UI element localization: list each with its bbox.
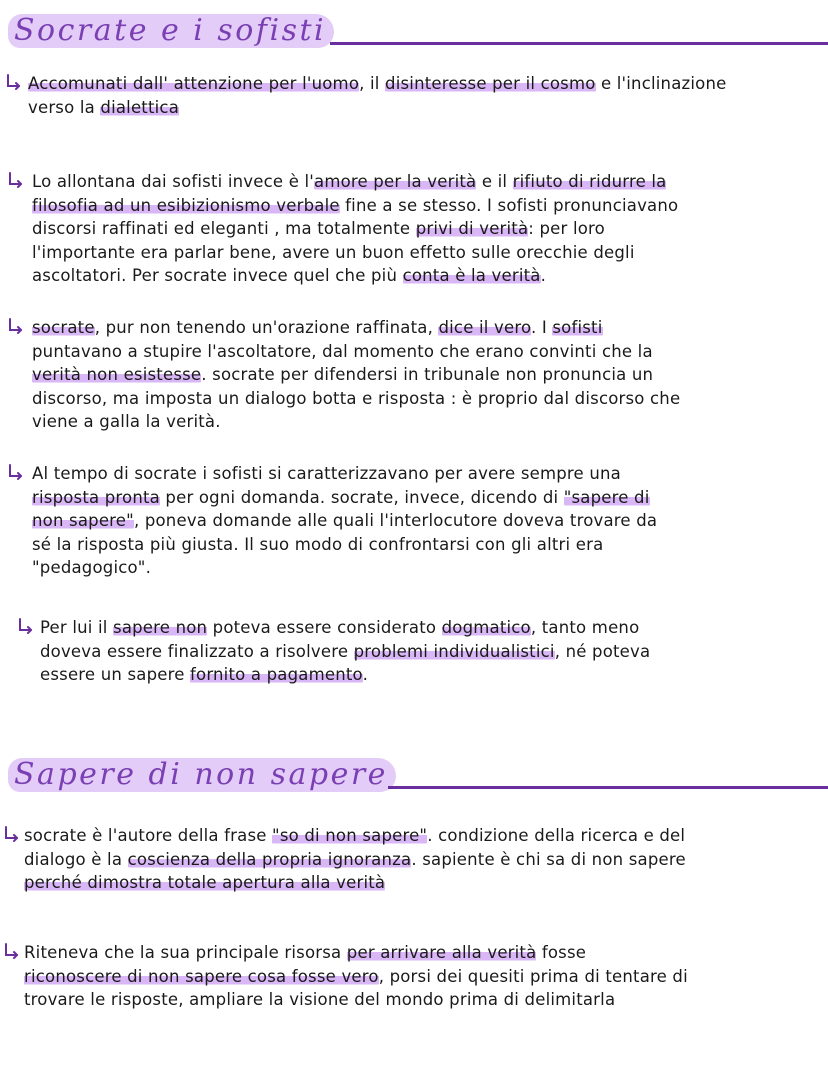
text-segment: . socrate per difendersi in tribunale non pronuncia un	[201, 365, 654, 384]
text-segment: essere un sapere	[40, 665, 191, 684]
text-line	[32, 264, 546, 288]
highlighted-text: Accomunati dall' attenzione per l'uomo	[28, 74, 360, 93]
arrow-bullet-icon	[8, 318, 22, 334]
highlighted-text: conta è la verità	[402, 266, 541, 285]
text-segment: fine a se stesso. I sofisti pronunciavano	[339, 195, 679, 215]
text-line	[28, 72, 726, 96]
paragraph	[0, 72, 800, 123]
text-segment: verso la	[28, 97, 101, 117]
section-heading-sofisti	[0, 14, 828, 50]
text-segment: doveva essere finalizzato a risolvere	[40, 641, 354, 661]
text-line	[40, 663, 368, 687]
text-segment: discorso, ma imposta un dialogo botta e risposta : è proprio dal discorso che	[32, 388, 681, 408]
arrow-bullet-icon	[8, 464, 22, 480]
text-line	[32, 462, 621, 486]
text-segment: Al tempo di socrate i sofisti si caratterizzavano per avere sempre una	[32, 464, 621, 483]
text-line	[24, 988, 615, 1012]
arrow-bullet-icon	[18, 618, 32, 634]
arrow-bullet-icon	[4, 943, 18, 959]
section-title-bg	[8, 14, 334, 48]
paragraph	[0, 170, 800, 292]
text-line	[24, 848, 686, 872]
highlighted-text: dialettica	[100, 97, 180, 117]
arrow-bullet-icon	[8, 172, 22, 188]
text-line	[24, 965, 688, 989]
highlighted-text: verità non esistesse	[32, 365, 202, 384]
highlighted-text: dogmatico	[441, 618, 531, 637]
text-line	[32, 533, 603, 557]
text-segment: , pur non tenendo un'orazione raffinata,	[94, 318, 439, 337]
text-line	[32, 340, 653, 364]
text-line	[28, 96, 179, 120]
text-line	[24, 824, 685, 848]
text-line	[32, 387, 680, 411]
highlighted-text: "so di non sapere"	[272, 826, 428, 845]
text-segment: l'importante era parlar bene, avere un buon effetto sulle orecchie degli	[32, 242, 635, 262]
text-line	[32, 363, 653, 387]
arrow-bullet-icon	[4, 826, 18, 842]
section-title-bg	[8, 758, 396, 792]
paragraph	[0, 616, 800, 691]
text-line	[32, 410, 221, 434]
highlighted-text: dice il vero	[438, 318, 531, 337]
text-segment: , né poteva	[554, 641, 651, 661]
text-segment: : per loro	[528, 219, 605, 238]
text-segment: , tanto meno	[530, 618, 640, 637]
section-heading-sapere	[0, 758, 828, 794]
text-segment: fosse	[536, 943, 587, 962]
text-line	[32, 194, 678, 218]
text-segment: dialogo è la	[24, 849, 128, 869]
highlighted-text: riconoscere di non sapere cosa fosse vero	[24, 966, 379, 986]
highlighted-text: sofisti	[552, 318, 603, 337]
text-segment: per ogni domanda. socrate, invece, dicendo di	[159, 487, 564, 507]
text-segment: poteva essere considerato	[207, 618, 442, 637]
heading-rule	[330, 42, 828, 45]
paragraph	[0, 824, 800, 899]
text-segment: , il	[359, 74, 386, 93]
text-segment: .	[362, 665, 369, 684]
text-segment: , porsi dei quesiti prima di tentare di	[378, 966, 688, 986]
text-segment: Per lui il	[40, 618, 114, 637]
text-segment: , poneva domande alle quali l'interlocutore doveva trovare da	[133, 511, 658, 530]
text-segment: discorsi raffinati ed eleganti , ma totalmente	[32, 219, 416, 238]
highlighted-text: "sapere di	[563, 487, 650, 507]
text-segment: puntavano a stupire l'ascoltatore, dal momento che erano convinti che la	[32, 341, 653, 361]
text-segment: trovare le risposte, ampliare la visione del mondo prima di delimitarla	[24, 990, 616, 1009]
highlighted-text: risposta pronta	[32, 487, 160, 507]
text-segment: e l'inclinazione	[595, 74, 727, 93]
paragraph	[0, 462, 800, 584]
text-segment: viene a galla la verità.	[32, 412, 221, 431]
highlighted-text: socrate	[32, 318, 95, 337]
highlighted-text: fornito a pagamento	[190, 665, 363, 684]
text-line	[24, 941, 586, 965]
highlighted-text: non sapere"	[32, 511, 134, 530]
paragraph	[0, 316, 800, 438]
highlighted-text: per arrivare alla verità	[346, 943, 537, 962]
text-line	[32, 509, 657, 533]
text-line	[40, 640, 650, 664]
highlighted-text: amore per la verità	[314, 172, 477, 191]
text-line	[24, 871, 385, 895]
highlighted-text: sapere non	[113, 618, 208, 637]
text-segment: "pedagogico".	[32, 558, 152, 577]
highlighted-text: filosofia ad un esibizionismo verbale	[32, 195, 340, 215]
text-segment: ascoltatori. Per socrate invece quel che più	[32, 266, 403, 285]
text-segment: . condizione della ricerca e del	[427, 826, 686, 845]
text-line	[32, 241, 635, 265]
paragraph	[0, 941, 800, 1016]
text-segment: . I	[530, 318, 553, 337]
text-line	[32, 217, 605, 241]
text-segment: Lo allontana dai sofisti invece è l'	[32, 172, 315, 191]
text-segment: Riteneva che la sua principale risorsa	[24, 943, 347, 962]
text-segment: .	[540, 266, 547, 285]
text-segment: socrate è l'autore della frase	[24, 826, 273, 845]
highlighted-text: rifiuto di ridurre la	[512, 172, 667, 191]
text-line	[32, 316, 603, 340]
highlighted-text: privi di verità	[415, 219, 529, 238]
text-line	[32, 556, 151, 580]
text-line	[32, 170, 666, 194]
highlighted-text: coscienza della propria ignoranza	[127, 849, 412, 869]
arrow-bullet-icon	[6, 74, 20, 90]
section-title: Socrate e i sofisti	[14, 13, 327, 48]
text-segment: . sapiente è chi sa di non sapere	[411, 849, 686, 869]
text-line	[40, 616, 639, 640]
text-segment: sé la risposta più giusta. Il suo modo di confrontarsi con gli altri era	[32, 534, 604, 554]
text-segment: e il	[476, 172, 513, 191]
highlighted-text: perché dimostra totale apertura alla verità	[24, 873, 386, 892]
heading-rule	[388, 786, 828, 789]
section-title: Sapere di non sapere	[14, 757, 388, 792]
text-line	[32, 486, 650, 510]
highlighted-text: problemi individualistici	[353, 641, 555, 661]
highlighted-text: disinteresse per il cosmo	[385, 74, 596, 93]
